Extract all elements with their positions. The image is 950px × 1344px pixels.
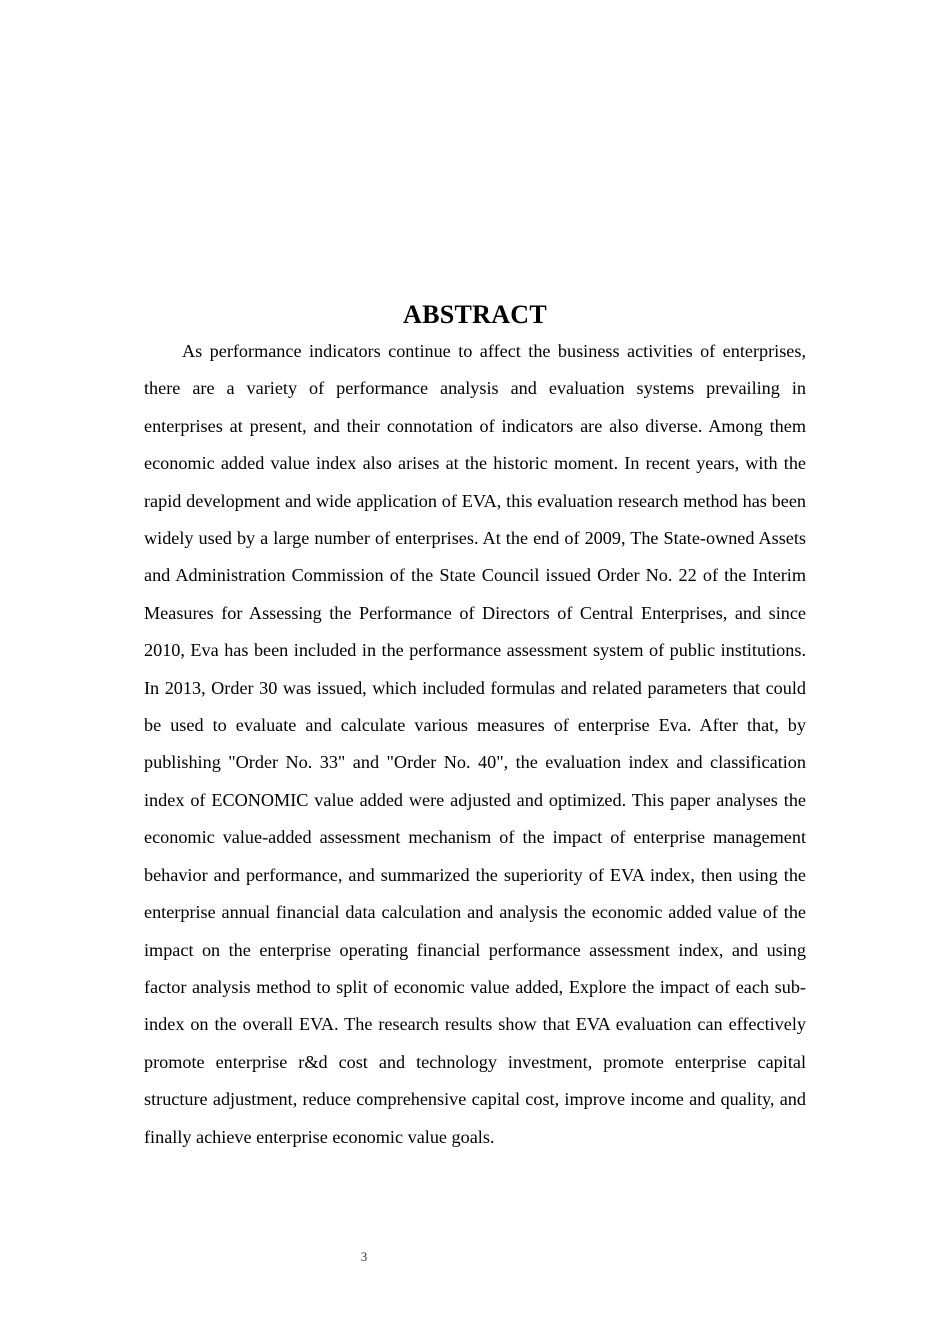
page-title: ABSTRACT	[403, 300, 547, 329]
abstract-paragraph: As performance indicators continue to affect the business activities of enterprises, there are a variety of performance analysis and evaluation systems prevailing in enterprises at present, and their connotation of indicators are also diverse. Among them economic added value index also arises at the historic moment. In recent years, with the rapid development and wide application of EVA, this evaluation research method has been widely used by a large number of enterprises. At the end of 2009, The State-owned Assets and Administration Commission of the State Council issued Order No. 22 of the Interim Measures for Assessing the Performance of Directors of Central Enterprises, and since 2010, Eva has been included in the performance assessment system of public institutions. In 2013, Order 30 was issued, which included formulas and related parameters that could be used to evaluate and calculate various measures of enterprise Eva. After that, by publishing "Order No. 33" and "Order No. 40", the evaluation index and classification index of ECONOMIC value added were adjusted and optimized. This paper analyses the economic value-added assessment mechanism of the impact of enterprise management behavior and performance, and summarized the superiority of EVA index, then using the enterprise annual financial data calculation and analysis the economic added value of the impact on the enterprise operating financial performance assessment index, and using factor analysis method to split of economic value added, Explore the impact of each sub-index on the overall EVA. The research results show that EVA evaluation can effectively promote enterprise r&d cost and technology investment, promote enterprise capital structure adjustment, reduce comprehensive capital cost, improve income and quality, and finally achieve enterprise economic value goals.	[144, 341, 806, 1147]
page-number: 3	[360, 1249, 368, 1264]
